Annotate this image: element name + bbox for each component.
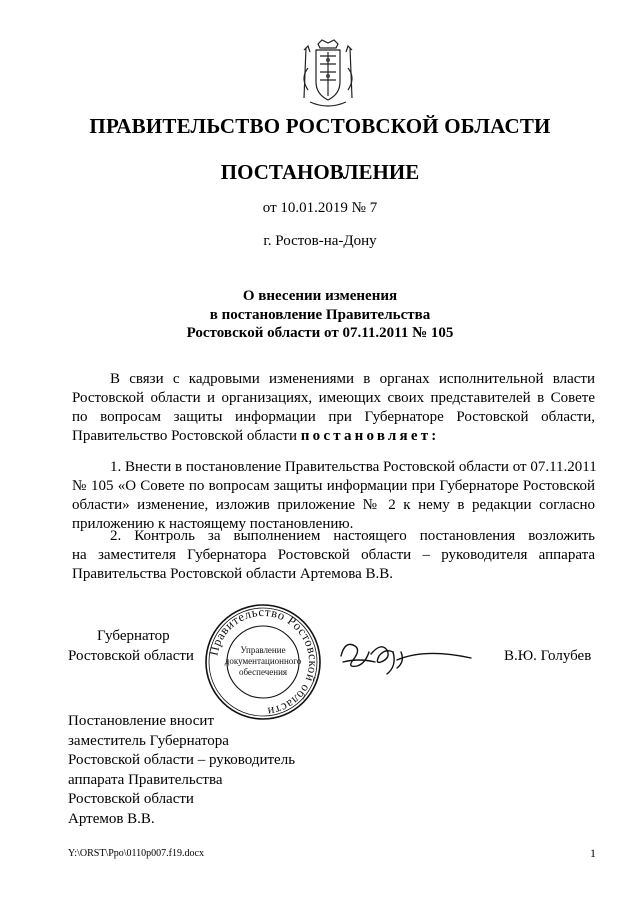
organization-title: ПРАВИТЕЛЬСТВО РОСТОВСКОЙ ОБЛАСТИ bbox=[89, 114, 551, 138]
document-type: ПОСТАНОВЛЕНИЕ bbox=[220, 160, 420, 184]
item-1-line: области» изменение, изложив приложение № 2 к нему в редакции согласно bbox=[72, 497, 595, 513]
preamble-line: В связи с кадровыми изменениями в органах исполнительной власти bbox=[110, 371, 595, 387]
document-date-number: от 10.01.2019 № 7 bbox=[262, 200, 378, 216]
official-seal-stamp bbox=[203, 603, 323, 721]
preamble-paragraph bbox=[72, 370, 595, 446]
decree-word: постановляет: bbox=[300, 428, 440, 444]
document-subject bbox=[120, 287, 520, 343]
introducer-line: аппарата Правительства bbox=[68, 771, 223, 788]
introduced-by-block bbox=[68, 712, 295, 829]
stamp-inner-line: Управление bbox=[240, 645, 286, 655]
introducer-line: Артемов В.В. bbox=[68, 810, 155, 827]
preamble-line-last bbox=[72, 427, 595, 446]
item-1-line: приложению к настоящему постановлению. bbox=[72, 516, 354, 532]
signer-position-line2: Ростовской области bbox=[68, 648, 194, 664]
stamp-inner-line: документационного bbox=[224, 656, 302, 666]
subject-line: О внесении изменения bbox=[242, 288, 398, 304]
item-2-line: 2. Контроль за выполнением настоящего постановления возложить bbox=[110, 528, 595, 544]
introducer-line: Ростовской области bbox=[68, 791, 194, 807]
document-place: г. Ростов-на-Дону bbox=[263, 233, 377, 249]
item-1-line: 1. Внести в постановление Правительства Ростовской области от 07.11.2011 bbox=[110, 459, 597, 475]
footer-file-path: Y:\ORST\Ppo\0110p007.f19.docx bbox=[68, 848, 204, 859]
item-1-line: № 105 «О Совете по вопросам защиты информации при Губернаторе Ростовской bbox=[72, 478, 595, 494]
item-2-paragraph bbox=[72, 527, 595, 584]
handwritten-signature bbox=[335, 632, 475, 680]
preamble-line: Ростовской области и организациях, имеющих своих представителей в Совете bbox=[72, 390, 595, 406]
subject-line: Ростовской области от 07.11.2011 № 105 bbox=[186, 325, 454, 341]
subject-line: в постановление Правительства bbox=[209, 306, 431, 323]
item-2-line: Правительства Ростовской области Артемова В.В. bbox=[72, 566, 393, 582]
item-2-line: на заместителя Губернатора Ростовской области – руководителя аппарата bbox=[72, 547, 595, 563]
signer-name: В.Ю. Голубев bbox=[504, 648, 592, 664]
signer-position-line1: Губернатор bbox=[97, 628, 170, 644]
stamp-ring-text: Правительство Ростовской области bbox=[206, 604, 321, 719]
stamp-inner-line: обеспечения bbox=[238, 667, 288, 677]
introducer-line: Ростовской области – руководитель bbox=[68, 752, 296, 768]
page-number: 1 bbox=[590, 846, 596, 860]
introducer-line: заместитель Губернатора bbox=[68, 732, 229, 749]
item-1-paragraph bbox=[72, 458, 595, 534]
introducer-line: Постановление вносит bbox=[68, 713, 215, 729]
rostov-oblast-coat-of-arms-icon bbox=[296, 38, 360, 110]
preamble-line: по вопросам защиты информации при Губернаторе Ростовской области, bbox=[72, 409, 595, 425]
preamble-line: Правительство Ростовской области bbox=[72, 428, 298, 444]
